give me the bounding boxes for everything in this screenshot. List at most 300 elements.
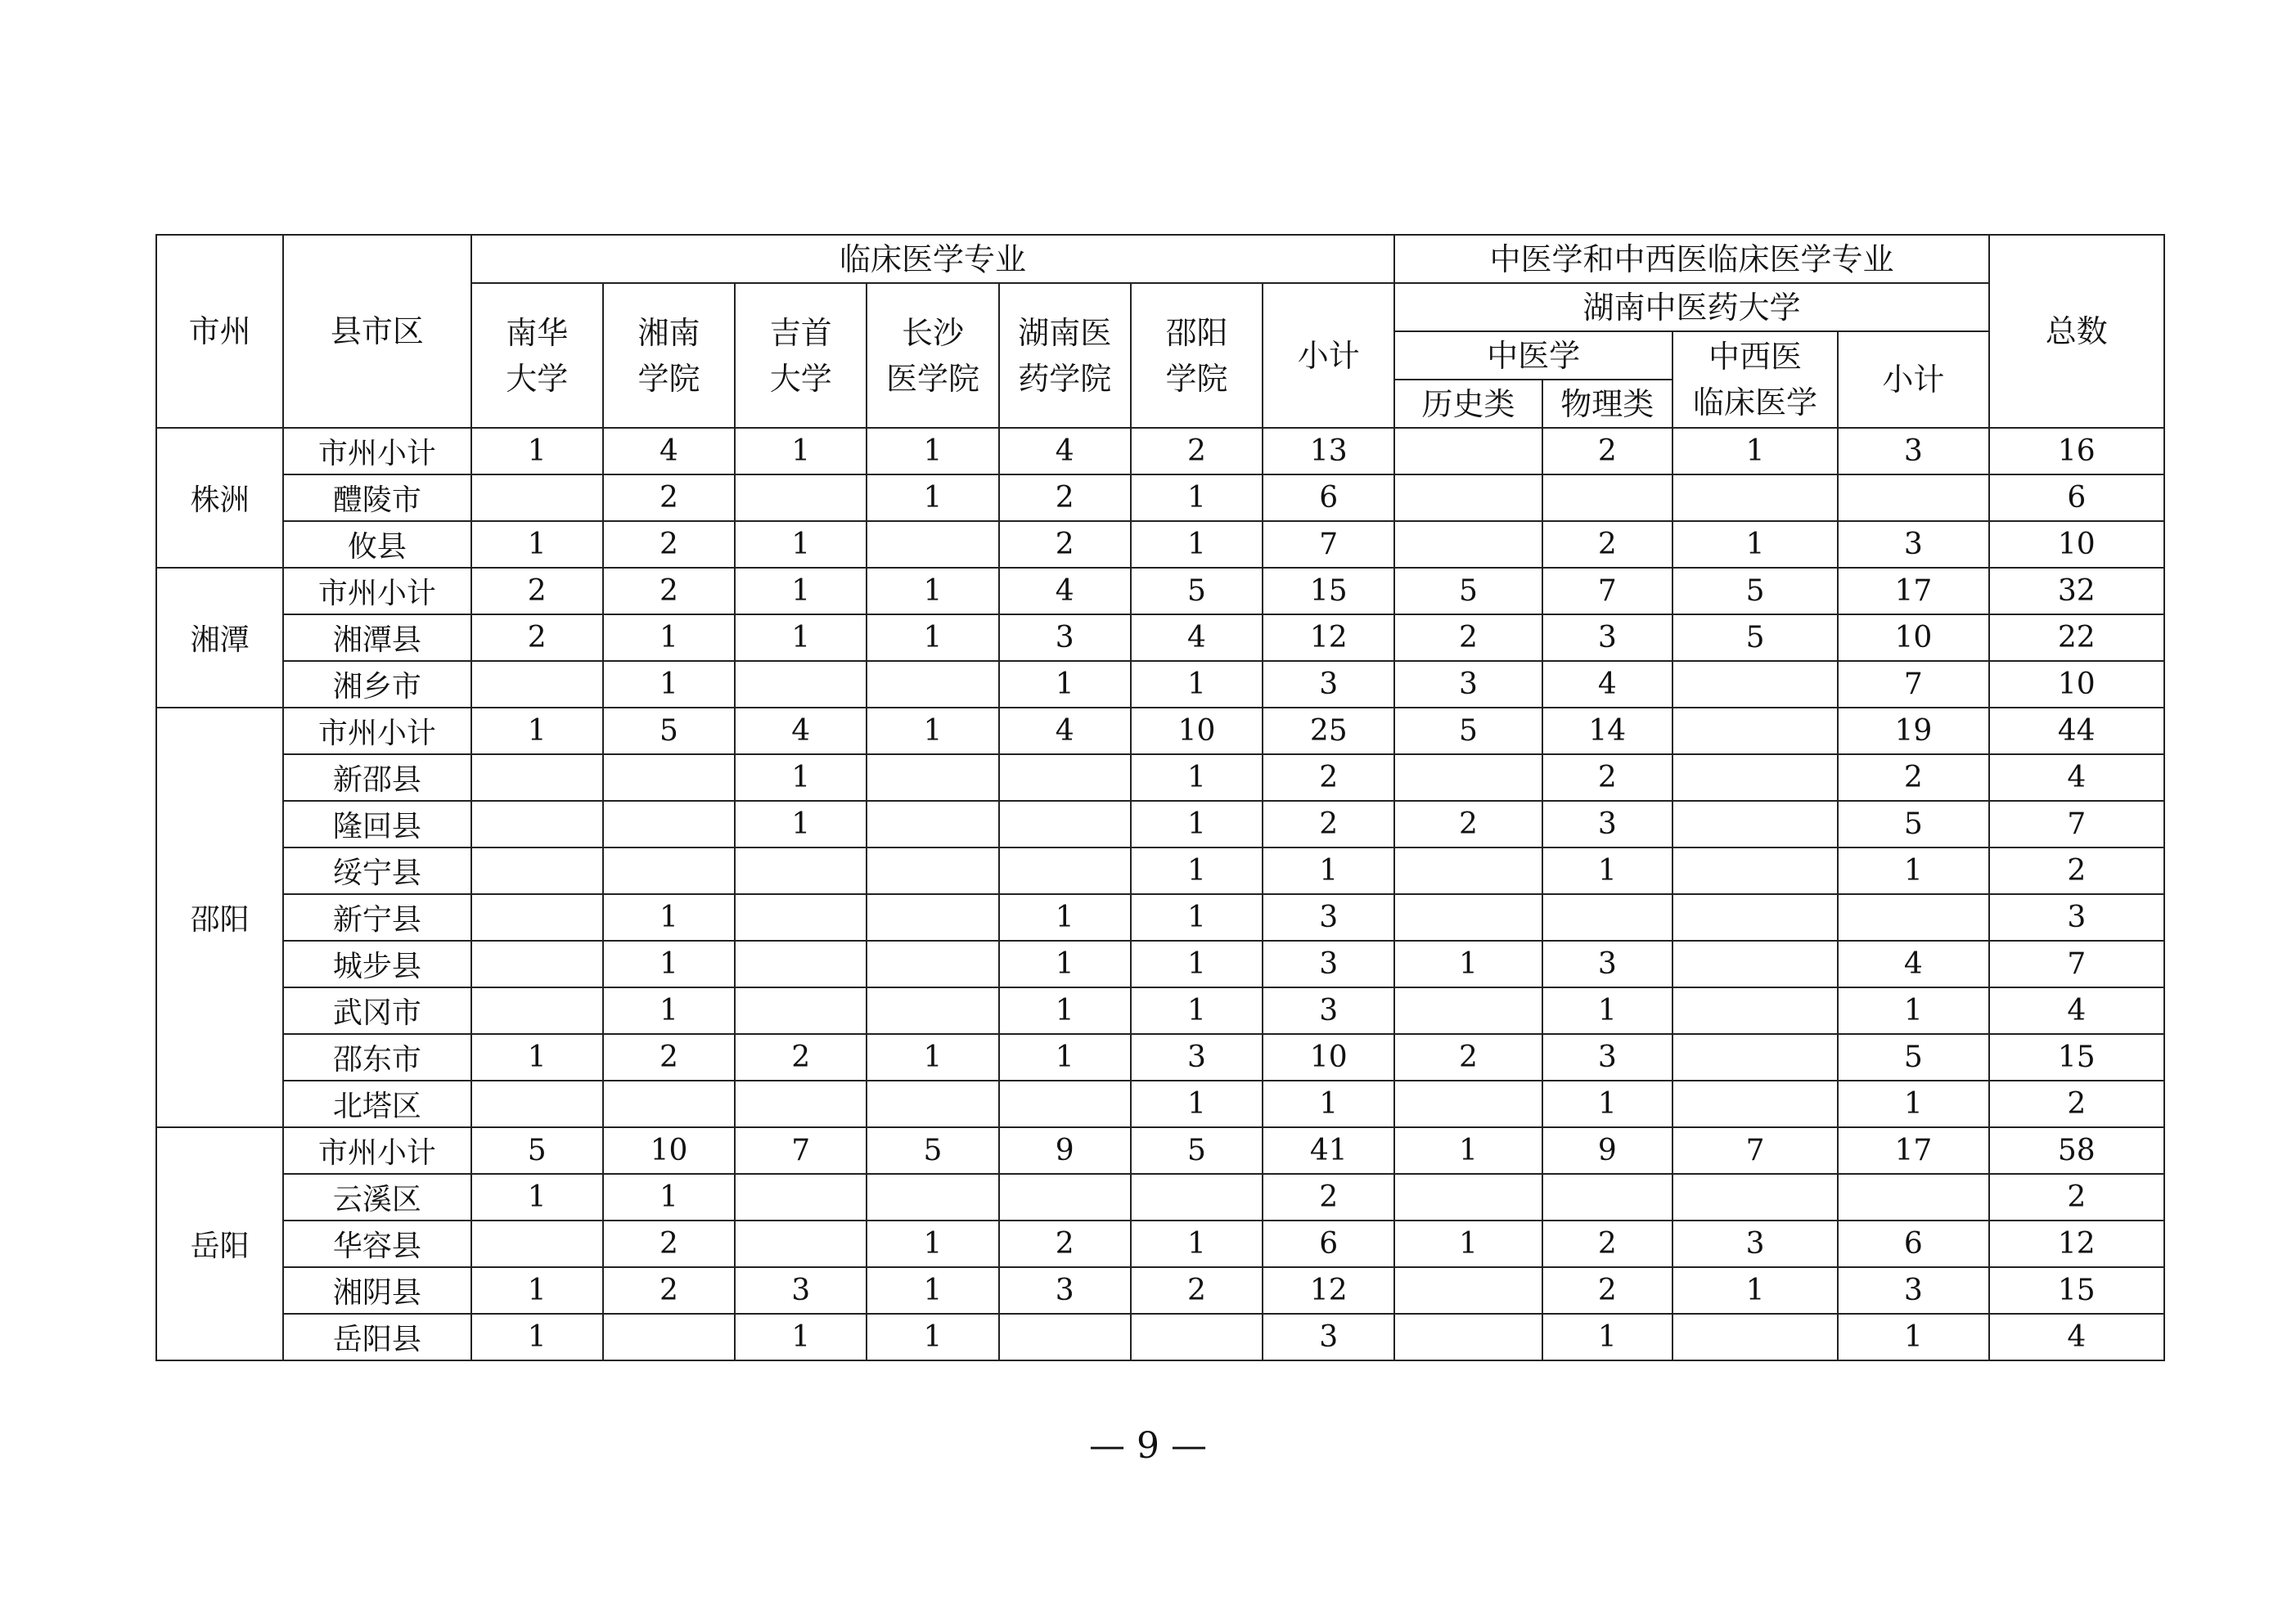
value-cell: 2 [1542,521,1672,568]
value-cell [1672,847,1838,894]
value-cell: 9 [1542,1127,1672,1174]
value-cell [1672,1034,1838,1081]
value-cell: 1 [999,661,1131,708]
value-cell: 15 [1989,1267,2164,1314]
header-clinical-subtotal: 小计 [1263,283,1394,428]
value-cell: 1 [1131,941,1263,987]
value-cell: 2 [1542,1221,1672,1267]
value-cell: 2 [603,474,735,521]
value-cell: 1 [1263,847,1394,894]
value-cell [1394,474,1542,521]
county-cell: 华容县 [283,1221,470,1267]
value-cell [867,894,998,941]
value-cell: 1 [1672,521,1838,568]
table-row [156,428,2164,474]
value-cell [735,1221,867,1267]
value-cell [867,847,998,894]
value-cell: 5 [1838,1034,1988,1081]
value-cell: 2 [603,568,735,614]
value-cell: 5 [603,708,735,754]
value-cell: 3 [1263,987,1394,1034]
value-cell: 3 [1131,1034,1263,1081]
value-cell [471,1081,603,1127]
table-row [156,708,2164,754]
value-cell [999,1081,1131,1127]
value-cell: 1 [471,1174,603,1221]
county-cell: 武冈市 [283,987,470,1034]
value-cell: 1 [1838,1314,1988,1360]
value-cell: 1 [735,754,867,801]
value-cell [1394,1314,1542,1360]
value-cell [1542,1174,1672,1221]
value-cell: 1 [471,1267,603,1314]
value-cell: 1 [735,614,867,661]
value-cell: 2 [1394,801,1542,847]
value-cell [1672,987,1838,1034]
value-cell: 22 [1989,614,2164,661]
value-cell: 5 [1131,568,1263,614]
value-cell: 2 [471,614,603,661]
value-cell: 3 [1263,661,1394,708]
value-cell: 1 [867,1267,998,1314]
value-cell: 3 [1263,894,1394,941]
county-cell: 湘乡市 [283,661,470,708]
header-school-shaoyang: 邵阳 学院 [1131,283,1263,428]
value-cell: 2 [1263,1174,1394,1221]
value-cell: 10 [603,1127,735,1174]
value-cell [867,1081,998,1127]
value-cell [1838,474,1988,521]
value-cell: 2 [1263,754,1394,801]
county-cell: 市州小计 [283,568,470,614]
value-cell [1672,474,1838,521]
table-row [156,847,2164,894]
value-cell: 5 [1131,1127,1263,1174]
value-cell: 3 [1542,1034,1672,1081]
value-cell: 1 [471,428,603,474]
value-cell: 2 [1542,1267,1672,1314]
value-cell: 3 [999,1267,1131,1314]
value-cell: 12 [1263,614,1394,661]
header-school-hunan-med: 湖南医 药学院 [999,283,1131,428]
page-number: — 9 — [1089,1425,1207,1467]
value-cell: 2 [999,521,1131,568]
value-cell: 5 [867,1127,998,1174]
value-cell: 1 [1131,987,1263,1034]
value-cell: 10 [1989,661,2164,708]
value-cell: 3 [1394,661,1542,708]
value-cell [471,941,603,987]
value-cell [1672,661,1838,708]
value-cell: 2 [1394,1034,1542,1081]
value-cell: 1 [1672,1267,1838,1314]
quota-table [155,234,2165,1361]
value-cell: 1 [1131,1081,1263,1127]
value-cell [735,847,867,894]
value-cell: 1 [867,1034,998,1081]
city-cell: 岳阳 [156,1127,283,1360]
value-cell: 7 [1263,521,1394,568]
value-cell [867,941,998,987]
value-cell: 3 [1542,614,1672,661]
value-cell [1394,428,1542,474]
value-cell: 7 [1672,1127,1838,1174]
value-cell: 10 [1263,1034,1394,1081]
value-cell: 1 [1542,987,1672,1034]
value-cell [471,987,603,1034]
value-cell: 3 [1672,1221,1838,1267]
city-cell: 邵阳 [156,708,283,1127]
value-cell [1672,1314,1838,1360]
value-cell: 1 [1542,1081,1672,1127]
value-cell: 1 [867,1314,998,1360]
value-cell: 2 [735,1034,867,1081]
value-cell: 1 [471,1314,603,1360]
value-cell: 12 [1263,1267,1394,1314]
county-cell: 市州小计 [283,1127,470,1174]
value-cell: 4 [1131,614,1263,661]
value-cell [471,847,603,894]
table-row [156,1174,2164,1221]
value-cell: 1 [867,428,998,474]
value-cell: 1 [603,941,735,987]
value-cell: 2 [1394,614,1542,661]
value-cell: 3 [1263,941,1394,987]
table-row [156,754,2164,801]
value-cell: 10 [1989,521,2164,568]
value-cell: 1 [999,941,1131,987]
value-cell: 13 [1263,428,1394,474]
value-cell: 1 [867,708,998,754]
value-cell [1394,1174,1542,1221]
value-cell: 4 [1838,941,1988,987]
table-row [156,894,2164,941]
county-cell: 新宁县 [283,894,470,941]
value-cell: 4 [999,708,1131,754]
table-row [156,801,2164,847]
value-cell [999,754,1131,801]
value-cell: 1 [603,661,735,708]
value-cell: 1 [735,428,867,474]
table-header [156,235,2164,428]
value-cell: 2 [1131,1267,1263,1314]
value-cell [1394,1267,1542,1314]
header-clinical-group: 临床医学专业 [471,235,1395,283]
header-tcm-university: 湖南中医药大学 [1394,283,1988,331]
value-cell: 1 [1542,1314,1672,1360]
table-row [156,941,2164,987]
value-cell: 1 [867,1221,998,1267]
value-cell: 7 [1542,568,1672,614]
value-cell: 7 [1989,941,2164,987]
value-cell: 1 [1672,428,1838,474]
county-cell: 湘潭县 [283,614,470,661]
value-cell: 1 [1131,847,1263,894]
value-cell: 2 [999,474,1131,521]
value-cell [735,987,867,1034]
value-cell: 44 [1989,708,2164,754]
value-cell [1394,847,1542,894]
value-cell: 3 [1838,521,1988,568]
value-cell: 3 [735,1267,867,1314]
county-cell: 邵东市 [283,1034,470,1081]
value-cell: 2 [603,1267,735,1314]
county-cell: 绥宁县 [283,847,470,894]
value-cell [867,754,998,801]
table-row [156,661,2164,708]
value-cell: 1 [1131,754,1263,801]
table-row [156,521,2164,568]
value-cell [1394,894,1542,941]
value-cell [1672,708,1838,754]
value-cell [471,801,603,847]
value-cell: 5 [1672,568,1838,614]
value-cell: 4 [1989,1314,2164,1360]
value-cell: 1 [735,521,867,568]
value-cell: 2 [1838,754,1988,801]
value-cell: 1 [1263,1081,1394,1127]
value-cell: 2 [1542,428,1672,474]
value-cell [1672,1081,1838,1127]
value-cell: 4 [1989,754,2164,801]
value-cell [1394,521,1542,568]
value-cell [867,1174,998,1221]
value-cell [1672,754,1838,801]
value-cell: 1 [1131,801,1263,847]
value-cell: 2 [1131,428,1263,474]
value-cell: 1 [603,894,735,941]
header-county: 县市区 [283,235,470,428]
table-row [156,614,2164,661]
header-school-jishou: 吉首 大学 [735,283,867,428]
table-row [156,1221,2164,1267]
value-cell: 3 [1838,1267,1988,1314]
value-cell: 2 [1989,1174,2164,1221]
value-cell: 1 [1131,1221,1263,1267]
value-cell: 2 [603,1034,735,1081]
city-cell: 湘潭 [156,568,283,708]
value-cell: 2 [999,1221,1131,1267]
value-cell: 1 [1394,1221,1542,1267]
table-row [156,1267,2164,1314]
county-cell: 隆回县 [283,801,470,847]
value-cell: 7 [1989,801,2164,847]
value-cell: 6 [1838,1221,1988,1267]
value-cell: 1 [603,987,735,1034]
value-cell: 2 [1263,801,1394,847]
value-cell [735,894,867,941]
value-cell: 6 [1263,474,1394,521]
value-cell [1542,894,1672,941]
value-cell: 1 [867,614,998,661]
value-cell: 1 [1838,1081,1988,1127]
header-tcm-major: 中医学 [1394,331,1672,380]
value-cell: 1 [867,474,998,521]
header-tcm-group: 中医学和中西医临床医学专业 [1394,235,1988,283]
value-cell: 12 [1989,1221,2164,1267]
value-cell: 3 [1989,894,2164,941]
header-tcm-history: 历史类 [1394,380,1542,428]
county-cell: 云溪区 [283,1174,470,1221]
county-cell: 市州小计 [283,428,470,474]
value-cell: 17 [1838,568,1988,614]
value-cell: 1 [999,1034,1131,1081]
county-cell: 湘阴县 [283,1267,470,1314]
value-cell [735,474,867,521]
value-cell [1838,894,1988,941]
header-school-changsha: 长沙 医学院 [867,283,998,428]
value-cell: 17 [1838,1127,1988,1174]
header-school-nanhua: 南华 大学 [471,283,603,428]
value-cell: 1 [471,1034,603,1081]
value-cell [1394,987,1542,1034]
county-cell: 北塔区 [283,1081,470,1127]
value-cell [999,847,1131,894]
value-cell: 4 [1989,987,2164,1034]
value-cell: 3 [1542,801,1672,847]
value-cell: 1 [1131,661,1263,708]
value-cell [1672,1174,1838,1221]
value-cell: 1 [867,568,998,614]
value-cell: 1 [735,568,867,614]
value-cell [603,1081,735,1127]
header-city: 市州 [156,235,283,428]
value-cell [999,801,1131,847]
value-cell [603,847,735,894]
value-cell: 6 [1263,1221,1394,1267]
value-cell: 10 [1131,708,1263,754]
value-cell: 5 [1394,708,1542,754]
value-cell: 2 [603,521,735,568]
value-cell: 1 [1131,894,1263,941]
value-cell [867,801,998,847]
county-cell: 新邵县 [283,754,470,801]
value-cell: 14 [1542,708,1672,754]
value-cell: 3 [1263,1314,1394,1360]
value-cell: 19 [1838,708,1988,754]
value-cell [867,987,998,1034]
value-cell: 5 [1838,801,1988,847]
value-cell: 1 [1838,847,1988,894]
value-cell: 4 [735,708,867,754]
value-cell [735,661,867,708]
value-cell: 1 [471,521,603,568]
value-cell [1131,1174,1263,1221]
value-cell: 15 [1263,568,1394,614]
value-cell [603,1314,735,1360]
value-cell: 6 [1989,474,2164,521]
value-cell: 1 [1131,521,1263,568]
county-cell: 市州小计 [283,708,470,754]
value-cell: 1 [1542,847,1672,894]
city-cell: 株洲 [156,428,283,568]
value-cell [867,661,998,708]
header-tcm-physics: 物理类 [1542,380,1672,428]
value-cell [1672,941,1838,987]
header-total: 总数 [1989,235,2164,428]
table-row [156,1127,2164,1174]
value-cell [471,754,603,801]
value-cell: 5 [471,1127,603,1174]
value-cell: 1 [999,987,1131,1034]
value-cell: 1 [1394,941,1542,987]
value-cell [999,1314,1131,1360]
value-cell: 4 [603,428,735,474]
county-cell: 攸县 [283,521,470,568]
value-cell: 3 [999,614,1131,661]
value-cell: 2 [1542,754,1672,801]
value-cell [999,1174,1131,1221]
table-row [156,474,2164,521]
value-cell: 1 [999,894,1131,941]
value-cell [1672,894,1838,941]
value-cell: 58 [1989,1127,2164,1174]
value-cell: 2 [603,1221,735,1267]
value-cell: 15 [1989,1034,2164,1081]
table-row [156,1034,2164,1081]
value-cell [471,894,603,941]
value-cell [735,1174,867,1221]
value-cell [735,1081,867,1127]
value-cell: 4 [999,568,1131,614]
table-row [156,1081,2164,1127]
value-cell: 1 [1394,1127,1542,1174]
county-cell: 城步县 [283,941,470,987]
value-cell: 5 [1672,614,1838,661]
table-row [156,568,2164,614]
value-cell [1394,1081,1542,1127]
value-cell: 1 [603,614,735,661]
value-cell: 1 [735,1314,867,1360]
value-cell [471,661,603,708]
value-cell: 2 [471,568,603,614]
value-cell [867,521,998,568]
county-cell: 醴陵市 [283,474,470,521]
value-cell: 1 [471,708,603,754]
value-cell [603,754,735,801]
value-cell: 41 [1263,1127,1394,1174]
value-cell: 25 [1263,708,1394,754]
value-cell: 3 [1838,428,1988,474]
value-cell: 1 [1838,987,1988,1034]
value-cell: 1 [1131,474,1263,521]
header-tcm-subtotal: 小计 [1838,331,1988,428]
value-cell [471,474,603,521]
table-row [156,987,2164,1034]
header-integrated: 中西医 临床医学 [1672,331,1838,428]
value-cell: 2 [1989,1081,2164,1127]
value-cell: 5 [1394,568,1542,614]
value-cell: 16 [1989,428,2164,474]
value-cell: 2 [1989,847,2164,894]
value-cell: 7 [735,1127,867,1174]
value-cell [735,941,867,987]
value-cell [1394,754,1542,801]
table-body [156,428,2164,1360]
value-cell: 9 [999,1127,1131,1174]
value-cell: 32 [1989,568,2164,614]
value-cell [603,801,735,847]
value-cell: 3 [1542,941,1672,987]
value-cell: 7 [1838,661,1988,708]
value-cell: 4 [999,428,1131,474]
table-row [156,1314,2164,1360]
value-cell [1838,1174,1988,1221]
value-cell: 10 [1838,614,1988,661]
value-cell: 1 [735,801,867,847]
value-cell [1542,474,1672,521]
value-cell: 1 [603,1174,735,1221]
